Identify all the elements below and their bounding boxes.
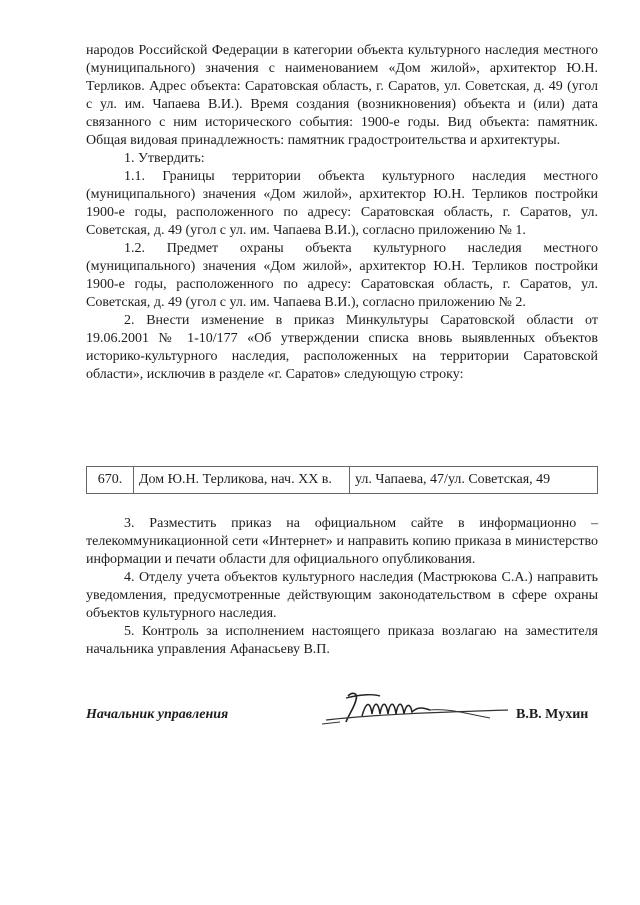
item-1: 1. Утвердить:	[124, 151, 205, 166]
signatory-name: В.В. Мухин	[516, 707, 589, 722]
entry-name: Дом Ю.Н. Терликова, нач. XX в.	[134, 467, 350, 494]
item-5: 5. Контроль за исполнением настоящего приказа возлагаю на заместителя начальника управления Афанасьеву В.П.	[86, 624, 598, 657]
signatory-title: Начальник управления	[86, 707, 229, 722]
entry-number: 670.	[87, 467, 134, 494]
table-row	[87, 467, 598, 494]
item-1-1: 1.1. Границы территории объекта культурного наследия местного (муниципального) значения «Дом жилой», архитектор Ю.Н. Терликов постройки 1900-е годы, расположенного по адресу: Саратовская область, г. Саратов, ул. Советская, д. 49 (угол с ул. им. Чапаева В.И.), согласно приложению № 1.	[86, 169, 598, 238]
excluded-entry-table	[86, 466, 598, 494]
entry-address: ул. Чапаева, 47/ул. Советская, 49	[350, 467, 598, 494]
handwritten-signature	[318, 686, 514, 730]
document-body-bottom	[86, 515, 598, 659]
item-2: 2. Внести изменение в приказ Минкультуры Саратовской области от 19.06.2001 № 1-10/177 «Об утверждении списка вновь выявленных объектов историко-культурного наследия, расположенных на территории Саратовской области», исключив в разделе «г. Саратов» следующую строку:	[86, 313, 598, 382]
item-1-2: 1.2. Предмет охраны объекта культурного наследия местного (муниципального) значения «Дом жилой», архитектор Ю.Н. Терликов постройки 1900-е годы, расположенного по адресу: Саратовская область, г. Саратов, ул. Советская, д. 49 (угол с ул. им. Чапаева В.И.), согласно приложению № 2.	[86, 241, 598, 310]
item-4: 4. Отделу учета объектов культурного наследия (Мастрюкова С.А.) направить уведомления, предусмотренные действующим законодательством в сфере охраны объектов культурного наследия.	[86, 570, 598, 621]
intro-paragraph: народов Российской Федерации в категории объекта культурного наследия местного (муниципального) значения с наименованием «Дом жилой», архитектор Ю.Н. Терликов. Адрес объекта: Саратовская область, г. Саратов, ул. Советская, д. 49 (угол с ул. им. Чапаева В.И.). Время создания (возникновения) объекта и (или) дата связанного с ним исторического события: 1900-е годы. Вид объекта: памятник. Общая видовая принадлежность: памятник градостроительства и архитектуры.	[86, 43, 598, 148]
item-3: 3. Разместить приказ на официальном сайте в информационно – телекоммуникационной сети «Интернет» и направить копию приказа в министерство информации и печати области для официального опубликования.	[86, 516, 598, 567]
document-body-top	[86, 42, 598, 384]
